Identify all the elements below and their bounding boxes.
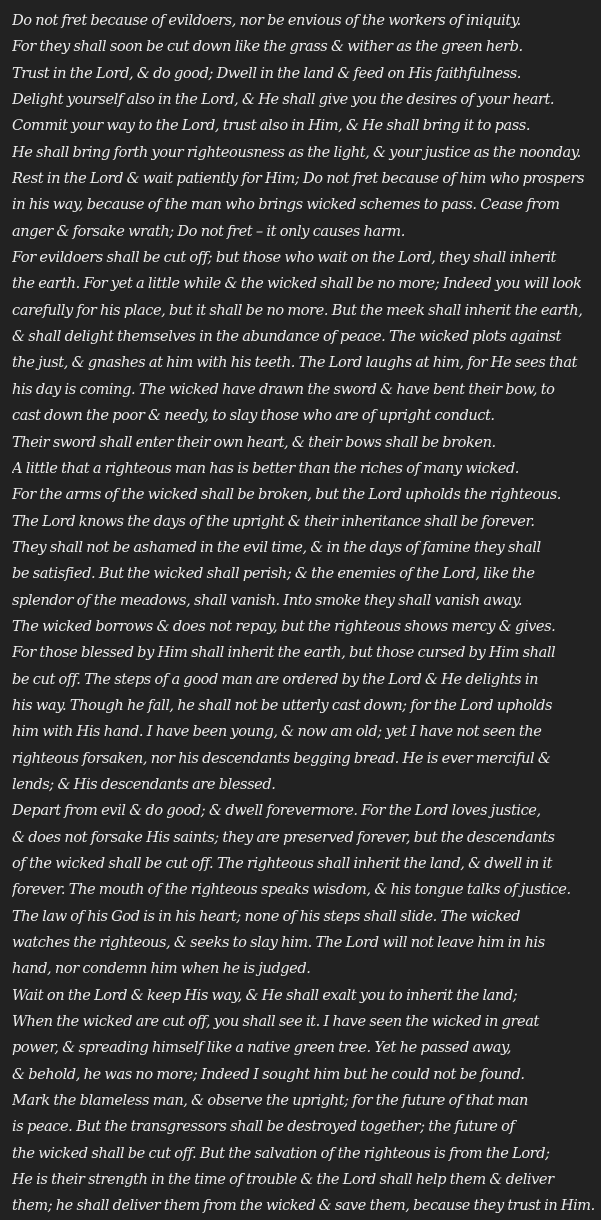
- scripture-text-block: [12, 8, 595, 1220]
- text-line: watches the righteous, & seeks to slay him. The Lord will not leave him in his: [12, 934, 545, 952]
- text-line: Wait on the Lord & keep His way, & He shall exalt you to inherit the land;: [12, 986, 518, 1004]
- text-line: his day is coming. The wicked have drawn the sword & have bent their bow, to: [12, 380, 555, 398]
- text-line: carefully for his place, but it shall be no more. But the meek shall inherit the earth,: [12, 301, 583, 319]
- text-line: splendor of the meadows, shall vanish. Into smoke they shall vanish away.: [12, 591, 523, 609]
- text-line: be satisfied. But the wicked shall perish; & the enemies of the Lord, like the: [12, 565, 535, 583]
- text-line: A little that a righteous man has is better than the riches of many wicked.: [12, 459, 519, 477]
- text-line: in his way, because of the man who brings wicked schemes to pass. Cease from: [12, 196, 560, 214]
- text-line: the wicked shall be cut off. But the salvation of the righteous is from the Lord;: [12, 1144, 550, 1162]
- text-line: They shall not be ashamed in the evil time, & in the days of famine they shall: [12, 538, 541, 556]
- text-line: cast down the poor & needy, to slay those who are of upright conduct.: [12, 407, 495, 425]
- text-line: The Lord knows the days of the upright & their inheritance shall be forever.: [12, 512, 535, 530]
- text-line: his way. Though he fall, he shall not be utterly cast down; for the Lord upholds: [12, 696, 553, 714]
- text-line: For those blessed by Him shall inherit the earth, but those cursed by Him shall: [12, 644, 556, 662]
- text-line: Mark the blameless man, & observe the upright; for the future of that man: [12, 1092, 528, 1110]
- text-line: power, & spreading himself like a native green tree. Yet he passed away,: [12, 1039, 512, 1057]
- text-line: Delight yourself also in the Lord, & He shall give you the desires of your heart.: [12, 91, 555, 109]
- text-line: Trust in the Lord, & do good; Dwell in the land & feed on His faithfulness.: [12, 64, 521, 82]
- text-line: & behold, he was no more; Indeed I sought him but he could not be found.: [12, 1065, 525, 1083]
- text-line: When the wicked are cut off, you shall see it. I have seen the wicked in great: [12, 1013, 539, 1031]
- text-line: Do not fret because of evildoers, nor be envious of the workers of iniquity.: [12, 12, 521, 29]
- text-line: & does not forsake His saints; they are preserved forever, but the descendants: [12, 828, 555, 846]
- text-line: He shall bring forth your righteousness as the light, & your justice as the noonday.: [12, 143, 581, 161]
- text-line: For evildoers shall be cut off; but those who wait on the Lord, they shall inherit: [12, 249, 556, 267]
- text-line: Commit your way to the Lord, trust also in Him, & He shall bring it to pass.: [12, 117, 531, 135]
- text-line: lends; & His descendants are blessed.: [12, 775, 276, 793]
- text-line: Their sword shall enter their own heart, & their bows shall be broken.: [12, 433, 496, 451]
- text-line: righteous forsaken, nor his descendants begging bread. He is ever merciful &: [12, 749, 551, 767]
- text-line: The wicked borrows & does not repay, but the righteous shows mercy & gives.: [12, 617, 556, 635]
- text-line: is peace. But the transgressors shall be destroyed together; the future of: [12, 1118, 515, 1136]
- text-line: be cut off. The steps of a good man are ordered by the Lord & He delights in: [12, 670, 539, 688]
- text-line: For the arms of the wicked shall be broken, but the Lord upholds the righteous.: [12, 486, 561, 504]
- text-line: For they shall soon be cut down like the grass & wither as the green herb.: [12, 38, 523, 56]
- text-line: of the wicked shall be cut off. The righteous shall inherit the land, & dwell in it: [12, 855, 553, 872]
- text-line: forever. The mouth of the righteous speaks wisdom, & his tongue talks of justice.: [12, 881, 571, 899]
- text-line: He is their strength in the time of trouble & the Lord shall help them & deliver: [12, 1171, 554, 1189]
- text-line: The law of his God is in his heart; none of his steps shall slide. The wicked: [12, 907, 521, 925]
- text-line: the earth. For yet a little while & the wicked shall be no more; Indeed you will look: [12, 275, 582, 293]
- text-line: them; he shall deliver them from the wicked & save them, because they trust in Him.: [12, 1198, 595, 1215]
- text-line: hand, nor condemn him when he is judged.: [12, 960, 311, 978]
- text-line: the just, & gnashes at him with his teeth. The Lord laughs at him, for He sees that: [12, 354, 578, 372]
- text-line: Rest in the Lord & wait patiently for Him; Do not fret because of him who prospers: [12, 170, 585, 188]
- text-line: Depart from evil & do good; & dwell forevermore. For the Lord loves justice,: [12, 802, 541, 820]
- text-line: him with His hand. I have been young, & now am old; yet I have not seen the: [12, 723, 542, 741]
- text-line: anger & forsake wrath; Do not fret – it only causes harm.: [12, 222, 405, 240]
- text-line: & shall delight themselves in the abundance of peace. The wicked plots against: [12, 328, 561, 346]
